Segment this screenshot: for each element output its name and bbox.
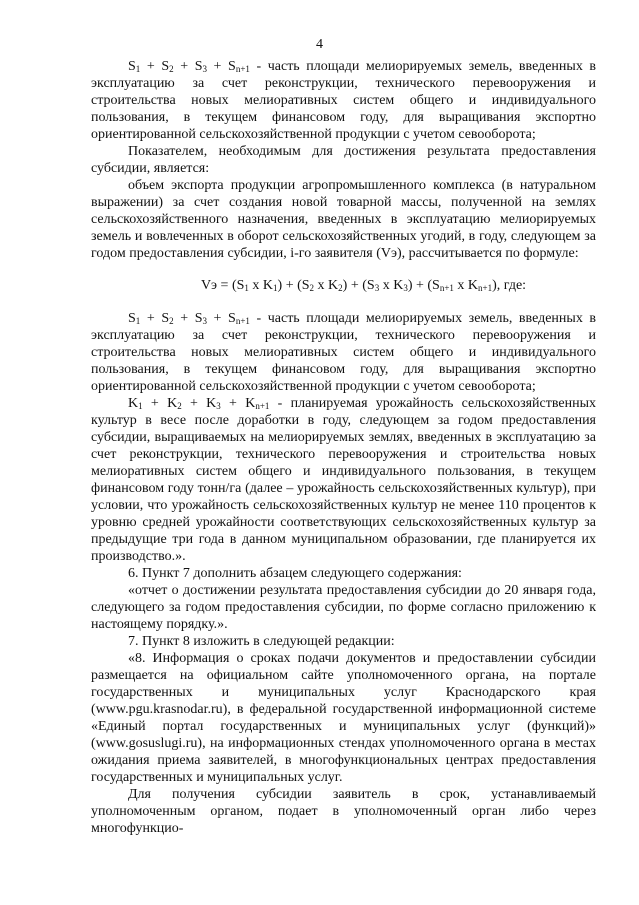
paragraph-area-s-definition: $S_1 + S_2 + S_3 + S_{n+1}$ - часть площади мелиорируемых земель, введенных в эксплуатацию за счет реконструкции, технического перевооружения и строительства новых мелиоративных систем общего и индивидуального пользования, в текущем финансовом году, для выращивания экспортно ориентированной сельскохозяйственной продукции с учетом севооборота; xyxy=(91,59,597,142)
paragraph-report-deadline: «отчет о достижении результата предоставления субсидии до 20 января года, следующего за годом предоставления субсидии, по форме согласно приложению к настоящему порядку.». xyxy=(91,583,596,632)
document-body xyxy=(91,58,596,837)
paragraph-indicator: Показателем, необходимым для достижения результата предоставления субсидии, является: xyxy=(91,144,596,176)
paragraph-area-s-definition-repeat: $S_1 + S_2 + S_3 + S_{n+1}$ - часть площади мелиорируемых земель, введенных в эксплуатацию за счет реконструкции, технического перевооружения и строительства новых мелиоративных систем общего и индивидуального пользования, в текущем финансовом году, для выращивания экспортно ориентированной сельскохозяйственной продукции с учетом севооборота; xyxy=(91,311,597,394)
paragraph-item-7: 7. Пункт 8 изложить в следующей редакции: xyxy=(128,634,395,649)
page-number: 4 xyxy=(316,37,323,52)
paragraph-yield-k-definition: $K_1 + K_2 + K_3 + K_{n+1}$ - планируемая урожайность сельскохозяйственных культур в весе после доработки в году, следующем за годом предоставления субсидии, выращиваемых на мелиорируемых землях, введенных в эксплуатацию за счет реконструкции, технического перевооружения и строительства новых мелиоративных систем общего и индивидуального пользования, в текущем финансовом году тонн/га (далее – урожайность сельскохозяйственных культур), при условии, что урожайность сельскохозяйственных культур не менее 110 процентов к уровню средней урожайности соответствующих сельскохозяйственных культур за предыдущие три года в данном муниципальном образовании, где планируется их производство.». xyxy=(91,396,596,564)
formula-export-volume: Vэ = ($S_1$ x $K_1) + (S_2$ x $K_2) + (S_3$ x $K_3) + (S_{n+1}$ x $K_{n+1}$), где: xyxy=(200,278,527,293)
paragraph-export-volume: объем экспорта продукции агропромышленного комплекса (в натуральном выражении) за счет создания новой товарной массы, полученной на землях сельскохозяйственного назначения, введенных в эксплуатацию мелиорируемых земель и вовлеченных в оборот сельскохозяйственных угодий, в году, следующем за годом предоставления субсидии, i-го заявителя (Vэ), рассчитывается по формуле: xyxy=(91,178,596,261)
paragraph-application-submission: Для получения субсидии заявитель в срок, устанавливаемый уполномоченным органом, подает в уполномоченный орган либо через многофункцио- xyxy=(91,787,596,836)
paragraph-information-placement: «8. Информация о сроках подачи документов и предоставлении субсидии размещается на официальном сайте уполномоченного органа, на портале государственных и муниципальных услуг Краснодарского края (www.pgu.krasnodar.ru), в федеральной государственной информационной системе «Единый портал государственных и муниципальных услуг (функций)» (www.gosuslugi.ru), на информационных стендах уполномоченного органа в местах ожидания приема заявителей, в многофункциональных центрах предоставления государственных и муниципальных услуг. xyxy=(91,651,596,785)
paragraph-item-6: 6. Пункт 7 дополнить абзацем следующего содержания: xyxy=(128,566,462,581)
